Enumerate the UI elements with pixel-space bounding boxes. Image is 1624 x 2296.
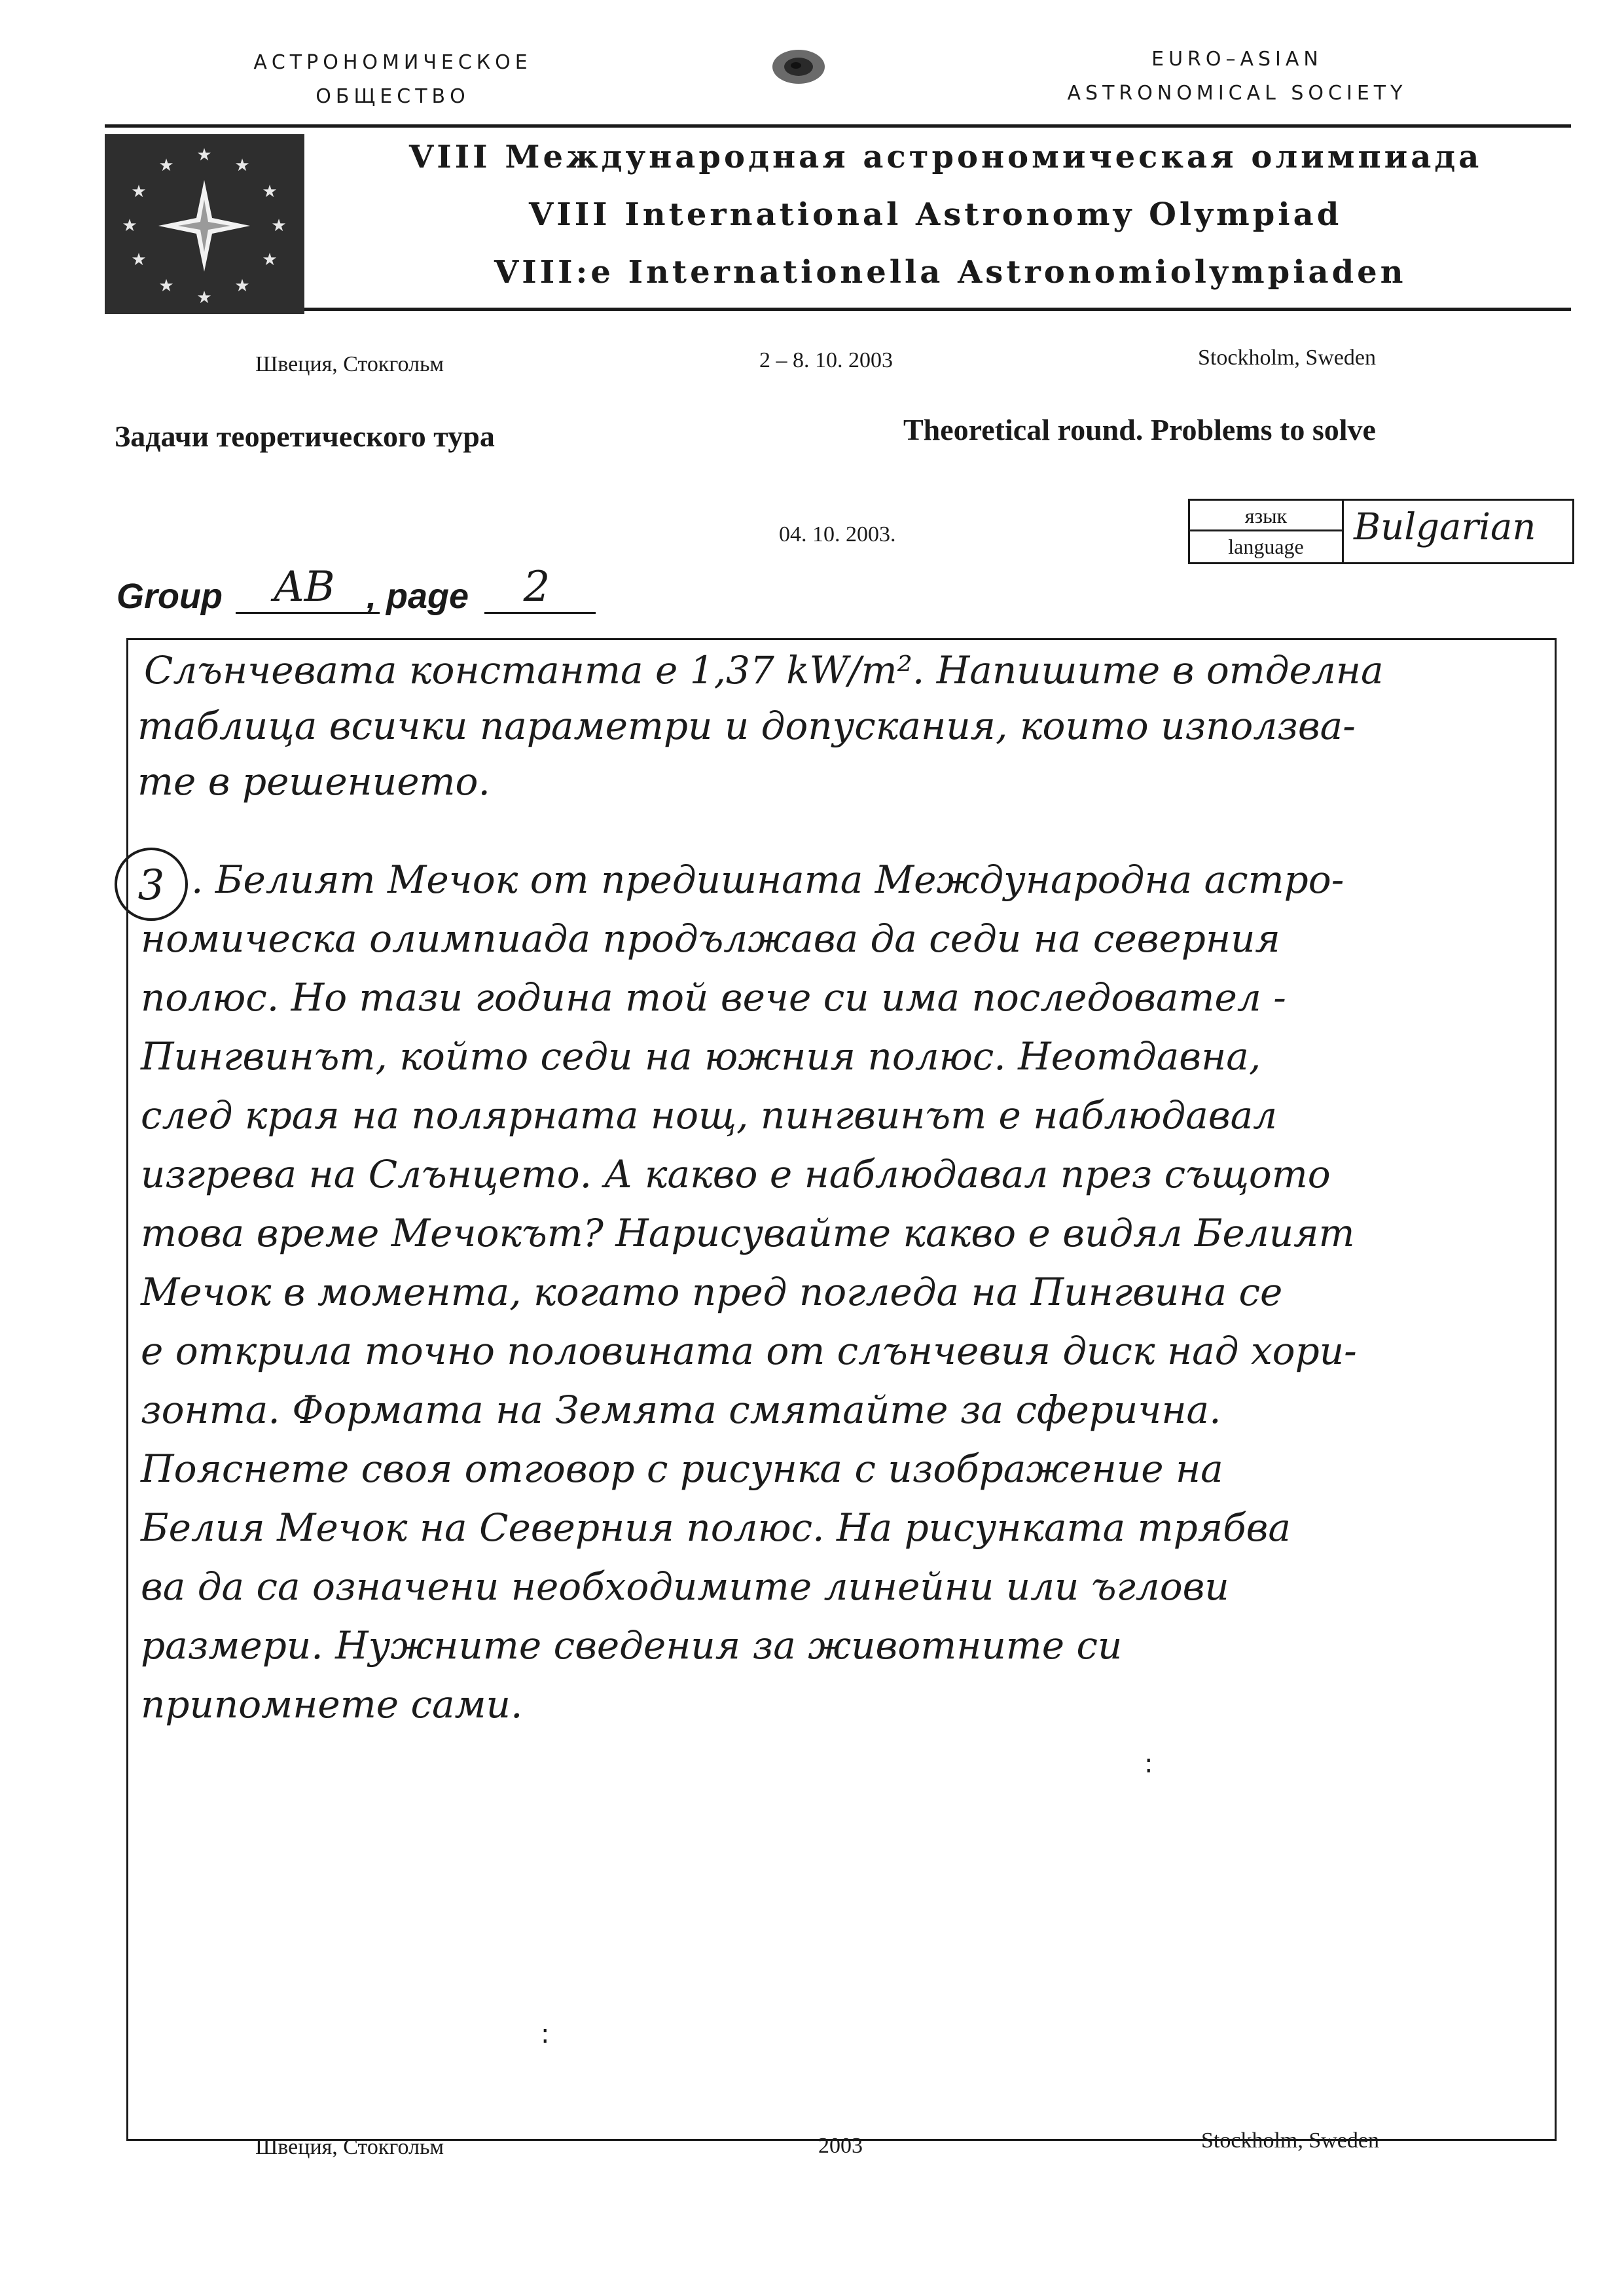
handwriting-line: Пингвинът, който седи на южния полюс. Неотдавна,	[141, 1034, 1261, 1079]
problem-number: 3	[115, 848, 188, 921]
society-ru-line2: ОБЩЕСТВО	[316, 85, 470, 108]
round-date: 04. 10. 2003.	[779, 522, 896, 547]
place-en: Stockholm, Sweden	[1198, 346, 1376, 370]
handwriting-line: размери. Нужните сведения за животните си	[141, 1623, 1123, 1668]
handwriting-line: Слънчевата константа е 1,37 kW/m². Напишите в отделна	[144, 648, 1384, 692]
handwriting-line: . Белият Мечок от предишната Международна астро-	[191, 857, 1344, 902]
handwriting-line: припомнете сами.	[141, 1682, 523, 1727]
round-title-ru: Задачи теоретического тура	[115, 420, 495, 453]
page-underline	[484, 612, 596, 614]
group-label: Group	[117, 577, 223, 616]
group-value: AB	[274, 563, 335, 611]
handwriting-line: е открила точно половината от слънчевия диск над хори-	[141, 1329, 1357, 1373]
handwriting-line: те в решението.	[137, 759, 490, 804]
handwriting-line: ва да са означени необходимите линейни или ъглови	[141, 1564, 1229, 1609]
handwriting-line: Белия Мечок на Северния полюс. На рисунката трябва	[141, 1505, 1291, 1550]
top-rule	[105, 124, 1571, 128]
handwriting-line: това време Мечокът? Нарисувайте какво е видял Белият	[141, 1211, 1355, 1255]
bottom-rule	[105, 308, 1571, 311]
group-underline	[236, 612, 380, 614]
svg-text:★: ★	[234, 276, 250, 296]
svg-text:★: ★	[131, 250, 147, 270]
round-title-en: Theoretical round. Problems to solve	[903, 413, 1376, 446]
title-sv: VIII:e Internationella Astronomiolympiaden	[494, 254, 1407, 291]
society-en-line2: ASTRONOMICAL SOCIETY	[1067, 82, 1407, 105]
svg-text:★: ★	[234, 156, 250, 175]
svg-text:★: ★	[196, 288, 212, 308]
society-ru-header	[216, 46, 569, 114]
title-en: VIII International Astronomy Olympiad	[529, 196, 1343, 233]
handwriting-line: Мечок в момента, когато пред погледа на Пингвина се	[141, 1270, 1283, 1314]
handwriting-line: таблица всички параметри и допускания, които използва-	[137, 704, 1356, 748]
footer-place-en: Stockholm, Sweden	[1201, 2128, 1379, 2153]
society-ru-line1: АСТРОНОМИЧЕСКОЕ	[253, 51, 532, 74]
galaxy-emblem-icon	[759, 39, 838, 98]
handwriting-line: зонта. Формата на Земята смятайте за сферична.	[141, 1388, 1221, 1432]
svg-text:★: ★	[158, 276, 174, 296]
language-label-en: language	[1190, 531, 1344, 562]
place-ru: Швеция, Стокгольм	[255, 352, 444, 376]
svg-text:★: ★	[271, 216, 287, 236]
stars-circle-logo-icon	[105, 134, 304, 314]
svg-text:★: ★	[158, 156, 174, 175]
page-value: 2	[523, 563, 550, 611]
stray-mark: :	[1144, 1749, 1153, 1779]
handwriting-line: Пояснете своя отговор с рисунка с изображение на	[141, 1446, 1223, 1491]
handwriting-line: полюс. Но тази година той вече си има последовател -	[141, 975, 1286, 1020]
svg-text:★: ★	[262, 250, 278, 270]
language-value: Bulgarian	[1354, 506, 1536, 548]
language-label-ru: язык	[1190, 501, 1344, 531]
handwriting-line: след края на полярната нощ, пингвинът е наблюдавал	[141, 1093, 1278, 1138]
society-en-header	[1021, 43, 1453, 111]
stray-mark: :	[541, 2019, 550, 2049]
event-dates: 2 – 8. 10. 2003	[759, 348, 893, 372]
svg-text:★: ★	[196, 145, 212, 165]
handwriting-line: номическа олимпиада продължава да седи на северния	[141, 916, 1280, 961]
svg-text:★: ★	[262, 182, 278, 202]
page-label: , page	[367, 577, 469, 616]
title-ru: VIII Международная астрономическая олимпиада	[409, 139, 1483, 175]
society-en-line1: EURO–ASIAN	[1151, 48, 1323, 71]
language-field	[1188, 499, 1574, 564]
handwriting-line: изгрева на Слънцето. А какво е наблюдавал през същото	[141, 1152, 1331, 1196]
footer-year: 2003	[818, 2134, 863, 2158]
svg-text:★: ★	[122, 216, 137, 236]
footer-place-ru: Швеция, Стокгольм	[255, 2135, 444, 2159]
svg-text:★: ★	[131, 182, 147, 202]
